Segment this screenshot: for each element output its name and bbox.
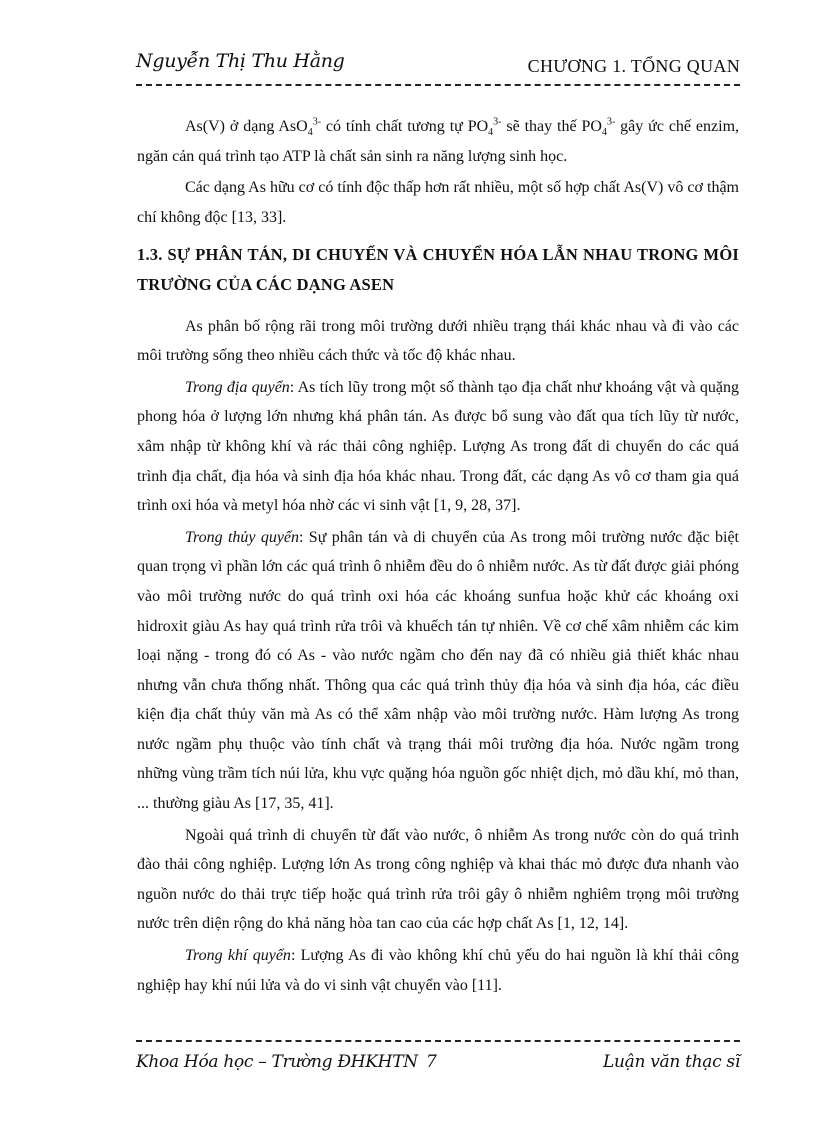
hydrosphere-lead: Trong thủy quyển	[185, 528, 300, 546]
section-heading: 1.3. SỰ PHÂN TÁN, DI CHUYỂN VÀ CHUYỂN HÓA LẪN NHAU TRONG MÔI TRƯỜNG CỦA CÁC DẠNG ASEN	[137, 245, 739, 294]
header-chapter: CHƯƠNG 1. TỔNG QUAN	[527, 56, 740, 76]
footer-thesis-type: Luận văn thạc sĩ	[602, 1052, 740, 1072]
footer-divider	[136, 1040, 740, 1042]
page-footer	[136, 1052, 740, 1082]
paragraph-as-v-phosphate: As(V) ở dạng AsO$_4^{3-}$ có tính chất tương tự $PO_4^{3-}$ sẽ thay thế $PO_4^{3-}$ gây ức chế enzim, ngăn cản quá trình tạo ATP là chất sản sinh ra năng lượng sinh học.	[137, 116, 740, 165]
paragraph-distribution: As phân bố rộng rãi trong môi trường dưới nhiều trạng thái khác nhau và đi vào các môi trường sống theo nhiều cách thức và tốc độ khác nhau.	[137, 317, 739, 365]
header-author: Nguyễn Thị Thu Hằng	[136, 50, 345, 72]
page-body	[137, 112, 739, 1002]
paragraph-lithosphere: Trong địa quyển: As tích lũy trong một số thành tạo địa chất như khoáng vật và quặng phong hóa ở lượng lớn nhưng khá phân tán. As được bổ sung vào đất qua tích lũy từ nước, xâm nhập từ không khí và rác thải công nghiệp. Lượng As trong đất di chuyển do các quá trình địa chất, địa hóa và sinh địa hóa khác nhau. Trong đất, các dạng As vô cơ tham gia quá trình oxi hóa và metyl hóa nhờ các vi sinh vật [1, 9, 28, 37].	[137, 378, 740, 515]
paragraph-hydrosphere: Trong thủy quyển: Sự phân tán và di chuyển của As trong môi trường nước đặc biệt quan trọng vì phần lớn các quá trình ô nhiễm đều do ô nhiễm nước. As từ đất được giải phóng vào môi trường nước do quá trình oxi hóa các khoáng sunfua hoặc khử các khoáng oxi hidroxit giàu As hay quá trình rửa trôi và khuếch tán tự nhiên. Về cơ chế xâm nhiễm các kim loại nặng - trong đó có As - vào nước ngầm cho đến nay đã có nhiều giả thiết khác nhau nhưng vẫn chưa thống nhất. Thông qua các quá trình thủy địa hóa và sinh địa hóa, các điều kiện địa chất thủy văn mà As có thể xâm nhập vào môi trường nước. Hàm lượng As trong nước ngầm phụ thuộc vào tính chất và trạng thái môi trường địa hóa. Nước ngầm trong những vùng trầm tích núi lửa, khu vực quặng hóa nguồn gốc nhiệt dịch, mỏ dầu khí, mỏ than, ... thường giàu As [17, 35, 41].	[137, 528, 740, 813]
atmosphere-lead: Trong khí quyển	[185, 947, 291, 965]
lithosphere-lead: Trong địa quyển	[185, 378, 290, 396]
page-number: 7	[426, 1052, 437, 1072]
page-header	[136, 48, 740, 88]
paragraph-organic-as: Các dạng As hữu cơ có tính độc thấp hơn rất nhiều, một số hợp chất As(V) vô cơ thậm chí không độc [13, 33].	[137, 179, 739, 226]
footer-faculty: Khoa Hóa học – Trường ĐHKHTN	[136, 1052, 418, 1072]
paragraph-atmosphere: Trong khí quyển: Lượng As đi vào không khí chủ yếu do hai nguồn là khí thải công nghiệp hay khí núi lửa và do vi sinh vật chuyển vào [11].	[137, 947, 739, 994]
header-divider	[136, 84, 740, 86]
paragraph-industrial: Ngoài quá trình di chuyển từ đất vào nước, ô nhiễm As trong nước còn do quá trình đào thải công nghiệp. Lượng lớn As trong công nghiệp và khai thác mỏ được đưa nhanh vào nguồn nước do thải trực tiếp hoặc quá trình rửa trôi gây ô nhiễm nghiêm trọng môi trường nước trên diện rộng do khả năng hòa tan cao của các hợp chất As [1, 12, 14].	[137, 826, 739, 933]
